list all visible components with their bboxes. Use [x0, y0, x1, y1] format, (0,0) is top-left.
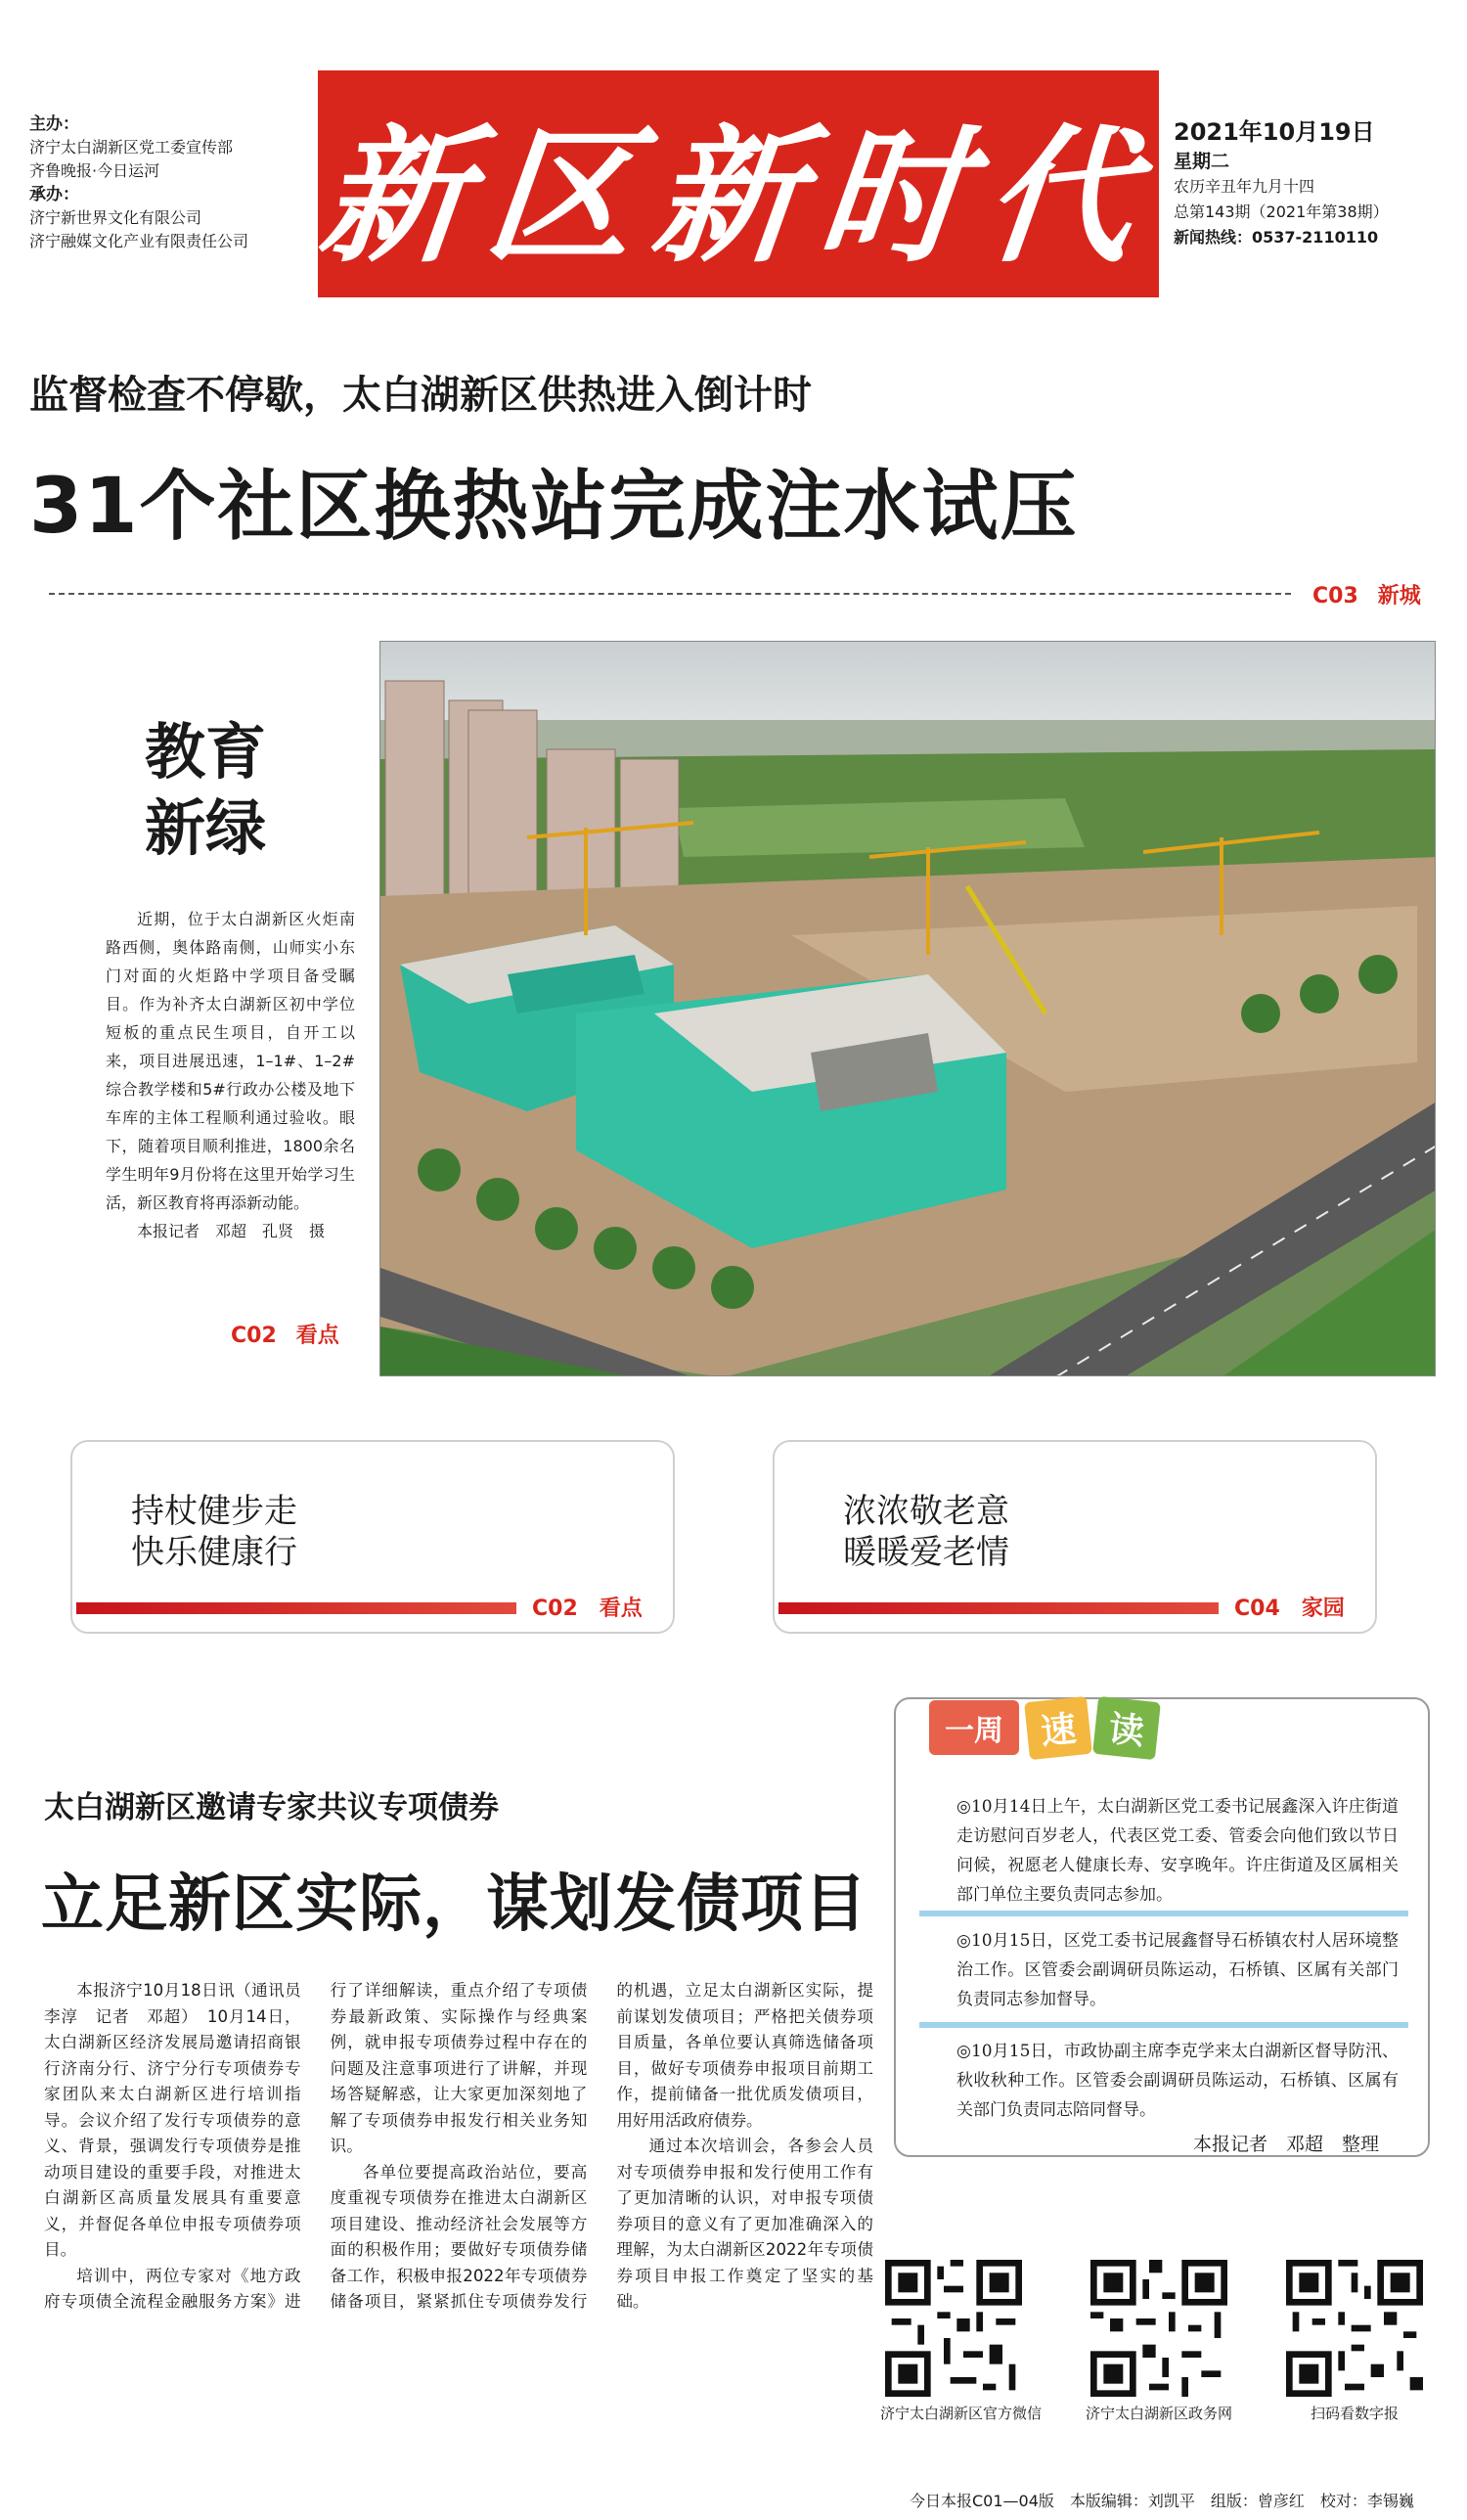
feature-body-text: 近期，位于太白湖新区火炬南路西侧，奥体路南侧，山师实小东门对面的火炬路中学项目备受瞩目。作为补齐太白湖新区初中学位短板的重点民生项目，自开工以来，项目进展迅速，1–1#、1–2#综合教学楼和5#行政办公楼及地下车库的主体工程顺利通过验收。眼下，随着项目顺利推进，1800余名学生明年9月份将在这里开始学习生活，新区教育将再添新动能。 — [106, 910, 355, 1212]
qr-digital-paper[interactable] — [1281, 2260, 1428, 2423]
teaser-title-line: 浓浓敬老意 — [843, 1492, 1009, 1531]
article-headline[interactable]: 立足新区实际，谋划发债项目 — [41, 1868, 867, 1941]
undertake-label: 承办： — [29, 185, 79, 204]
article-paragraph: 通过本次培训会，各参会人员对专项债券申报和发行使用工作有了更加清晰的认识，对申报专项债券项目的意义有了更加准确深入的理解，为太白湖新区2022年专项债券项目申报工作奠定了坚实的基础。 — [616, 2137, 873, 2311]
feature-title — [117, 714, 293, 867]
weekly-brief-box — [894, 1697, 1430, 2157]
teaser-title-line: 快乐健康行 — [131, 1533, 297, 1572]
weekday: 星期二 — [1174, 151, 1230, 172]
brief-separator — [919, 1911, 1408, 1916]
lunar-date: 农历辛丑年九月十四 — [1174, 177, 1315, 196]
page-number: C02 — [532, 1597, 578, 1621]
section-name: 新城 — [1377, 584, 1421, 608]
news-hotline: 新闻热线：0537-2110110 — [1174, 228, 1379, 247]
host-line: 齐鲁晚报·今日运河 — [29, 161, 160, 180]
teaser-card[interactable] — [773, 1440, 1377, 1634]
teaser-title-line: 暖暖爱老情 — [843, 1533, 1009, 1572]
section-name: 家园 — [1301, 1597, 1345, 1621]
article-paragraph: 培训中，两位专家对《地方政府专项债全流程金融服务方案》进行了详细解读，重点介绍了专项债券最新政策、实际操作与经典案例，就申报专项债券过程中存在的问题及注意事项进行了讲解，并现场答疑解惑，让大家更加深刻地了解了专项债券申报发行相关业务知识。 — [44, 1981, 588, 2311]
article-paragraph: 本报济宁10月18日讯（通讯员 李淳 记者 邓超） 10月14日，太白湖新区经济发展局邀请招商银行济南分行、济宁分行专项债券专家团队来太白湖新区进行培训指导。会议介绍了发行专项债券的意义、背景，强调发行专项债券是推动项目建设的重要手段，对推进太白湖新区高质量发展具有重要意义，并督促各单位申报专项债券项目。 — [44, 1981, 318, 2259]
dashed-divider — [49, 593, 1291, 595]
lead-headline[interactable]: 31个社区换热站完成注水试压 — [29, 463, 1079, 551]
qr-caption: 扫码看数字报 — [1310, 2405, 1399, 2422]
qr-official-wechat[interactable] — [880, 2260, 1043, 2423]
qr-code-icon — [1286, 2260, 1423, 2397]
brief-item: ◎10月15日，区党工委书记展鑫督导石桥镇农村人居环境整治工作。区管委会副调研员陈运动，石桥镇、区属有关部门负责同志参加督导。 — [956, 1931, 1399, 2009]
feature-caption — [106, 905, 355, 1245]
page-number: C04 — [1234, 1597, 1280, 1621]
teaser-page-ref[interactable] — [1234, 1592, 1345, 1622]
page-footer: 今日本报C01—04版 本版编辑：刘凯平 组版：曾彦红 校对：李锡巍 — [910, 2492, 1414, 2510]
brief-title-char: 一周 — [929, 1700, 1019, 1755]
brief-item: ◎10月15日，市政协副主席李克学来太白湖新区督导防汛、秋收秋种工作。区管委会副调研员陈运动，石桥镇、区属有关部门负责同志陪同督导。 — [956, 2042, 1399, 2120]
issue-date: 2021年10月19日 — [1174, 118, 1375, 146]
host-line: 济宁太白湖新区党工委宣传部 — [29, 138, 234, 157]
lead-kicker: 监督检查不停歇，太白湖新区供热进入倒计时 — [29, 373, 812, 418]
construction-site-photo[interactable] — [379, 641, 1436, 1376]
brief-title-char: 速 — [1024, 1695, 1092, 1759]
qr-government-site[interactable] — [1086, 2260, 1232, 2423]
masthead — [0, 0, 1467, 303]
brief-title-char: 读 — [1092, 1695, 1161, 1759]
sponsor-block — [29, 112, 313, 253]
lead-page-ref[interactable] — [1312, 579, 1421, 609]
feature-byline: 本报记者 邓超 孔贤 摄 — [137, 1222, 326, 1240]
teaser-card[interactable] — [70, 1440, 675, 1634]
feature-title-line: 新绿 — [144, 792, 266, 864]
teaser-page-ref[interactable] — [532, 1592, 643, 1622]
teaser-red-bar — [76, 1602, 516, 1614]
paper-name: 新区新时代 — [312, 111, 1162, 283]
undertake-line: 济宁新世界文化有限公司 — [29, 208, 202, 227]
teaser-red-bar — [778, 1602, 1219, 1614]
feature-page-ref[interactable] — [231, 1319, 339, 1349]
article-kicker: 太白湖新区邀请专家共议专项债券 — [44, 1790, 499, 1825]
nameplate — [312, 70, 1162, 297]
issue-number: 总第143期（2021年第38期） — [1174, 202, 1389, 221]
undertake-line: 济宁融媒文化产业有限责任公司 — [29, 232, 249, 250]
section-name: 看点 — [599, 1597, 643, 1621]
weekly-brief-title — [929, 1691, 1158, 1764]
article-body — [44, 1978, 873, 2448]
qr-caption: 济宁太白湖新区政务网 — [1086, 2405, 1233, 2422]
qr-code-icon — [1090, 2260, 1227, 2397]
article-paragraph: 各单位要提高政治站位，要高度重视专项债券在推进太白湖新区项目建设、推动经济社会发展等方面的积极作用；要做好专项债券储备工作，积极申报2022年专项债券储备项目，紧紧抓住专项债券发行的机遇，立足太白湖新区实际，提前谋划发债项目；严格把关债券项目质量，各单位要认真筛选储备项目，做好专项债券申报项目前期工作，提前储备一批优质发债项目，用好用活政府债券。 — [330, 1981, 873, 2311]
brief-item: ◎10月14日上午，太白湖新区党工委书记展鑫深入许庄街道走访慰问百岁老人，代表区党工委、管委会向他们致以节日问候，祝愿老人健康长寿、安享晚年。许庄街道及区属相关部门单位主要负责同志参加。 — [956, 1797, 1399, 1905]
host-label: 主办： — [29, 114, 79, 134]
teaser-title-line: 持杖健步走 — [131, 1492, 297, 1531]
brief-separator — [919, 2022, 1408, 2028]
page-number: C03 — [1312, 584, 1358, 608]
section-name: 看点 — [295, 1324, 339, 1348]
teaser-title — [843, 1491, 1009, 1573]
qr-code-icon — [885, 2260, 1022, 2397]
teaser-title — [131, 1491, 297, 1573]
aerial-photo-illustration — [380, 642, 1436, 1376]
page-number: C02 — [231, 1324, 277, 1348]
qr-caption: 济宁太白湖新区官方微信 — [880, 2405, 1043, 2422]
brief-byline: 本报记者 邓超 整理 — [1192, 2134, 1379, 2155]
feature-title-line: 教育 — [144, 716, 266, 788]
date-block — [1174, 115, 1447, 250]
